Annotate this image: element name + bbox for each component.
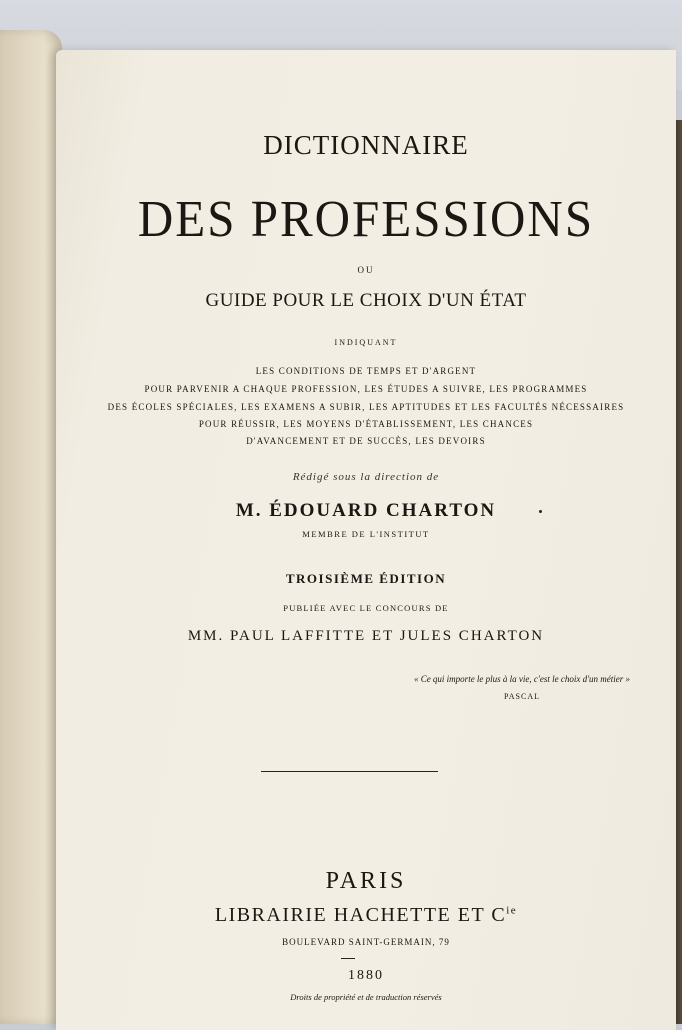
edition-collaborators: MM. PAUL LAFFITTE ET JULES CHARTON xyxy=(187,628,545,644)
title-professions: DES PROFESSIONS xyxy=(137,189,595,248)
description-line: POUR RÉUSSIR, LES MOYENS D'ÉTABLISSEMENT, LES CHANCES xyxy=(198,419,534,429)
imprint-city: PARIS xyxy=(325,868,407,894)
description-line: D'AVANCEMENT ET DE SUCCÈS, LES DEVOIRS xyxy=(246,436,486,446)
epigraph-quote: « Ce qui importe le plus à la vie, c'est le choix d'un métier » xyxy=(413,674,630,684)
publisher-superscript: ie xyxy=(506,904,518,917)
author-title: MEMBRE DE L'INSTITUT xyxy=(302,529,430,539)
author-name: M. ÉDOUARD CHARTON xyxy=(235,500,497,521)
divider-rule xyxy=(261,771,438,772)
imprint-address: BOULEVARD SAINT-GERMAIN, 79 xyxy=(282,937,450,947)
imprint-rights: Droits de propriété et de traduction réservés xyxy=(290,992,442,1002)
epigraph-source: PASCAL xyxy=(504,692,540,701)
small-dash xyxy=(341,958,355,959)
title-dictionnaire: DICTIONNAIRE xyxy=(263,130,469,160)
book-cover-left xyxy=(0,30,62,1024)
publisher-name: LIBRAIRIE HACHETTE ET C xyxy=(214,904,507,926)
redige-line: Rédigé sous la direction de xyxy=(292,471,440,483)
edition-title: TROISIÈME ÉDITION xyxy=(285,571,447,586)
imprint-year: 1880 xyxy=(348,968,384,983)
subtitle-guide: GUIDE POUR LE CHOIX D'UN ÉTAT xyxy=(205,290,527,311)
description-line: LES CONDITIONS DE TEMPS ET D'ARGENT xyxy=(255,366,477,376)
description-line: DES ÉCOLES SPÉCIALES, LES EXAMENS A SUBIR, LES APTITUDES ET LES FACULTÉS NÉCESSAIRES xyxy=(107,402,625,412)
subtitle-indiquant: INDIQUANT xyxy=(334,338,398,347)
title-ou: OU xyxy=(357,265,375,275)
edition-publiee: PUBLIÉE AVEC LE CONCOURS DE xyxy=(283,603,449,613)
description-line: POUR PARVENIR A CHAQUE PROFESSION, LES ÉTUDES A SUIVRE, LES PROGRAMMES xyxy=(144,384,588,394)
ink-dot xyxy=(539,510,542,513)
imprint-publisher xyxy=(56,904,676,927)
